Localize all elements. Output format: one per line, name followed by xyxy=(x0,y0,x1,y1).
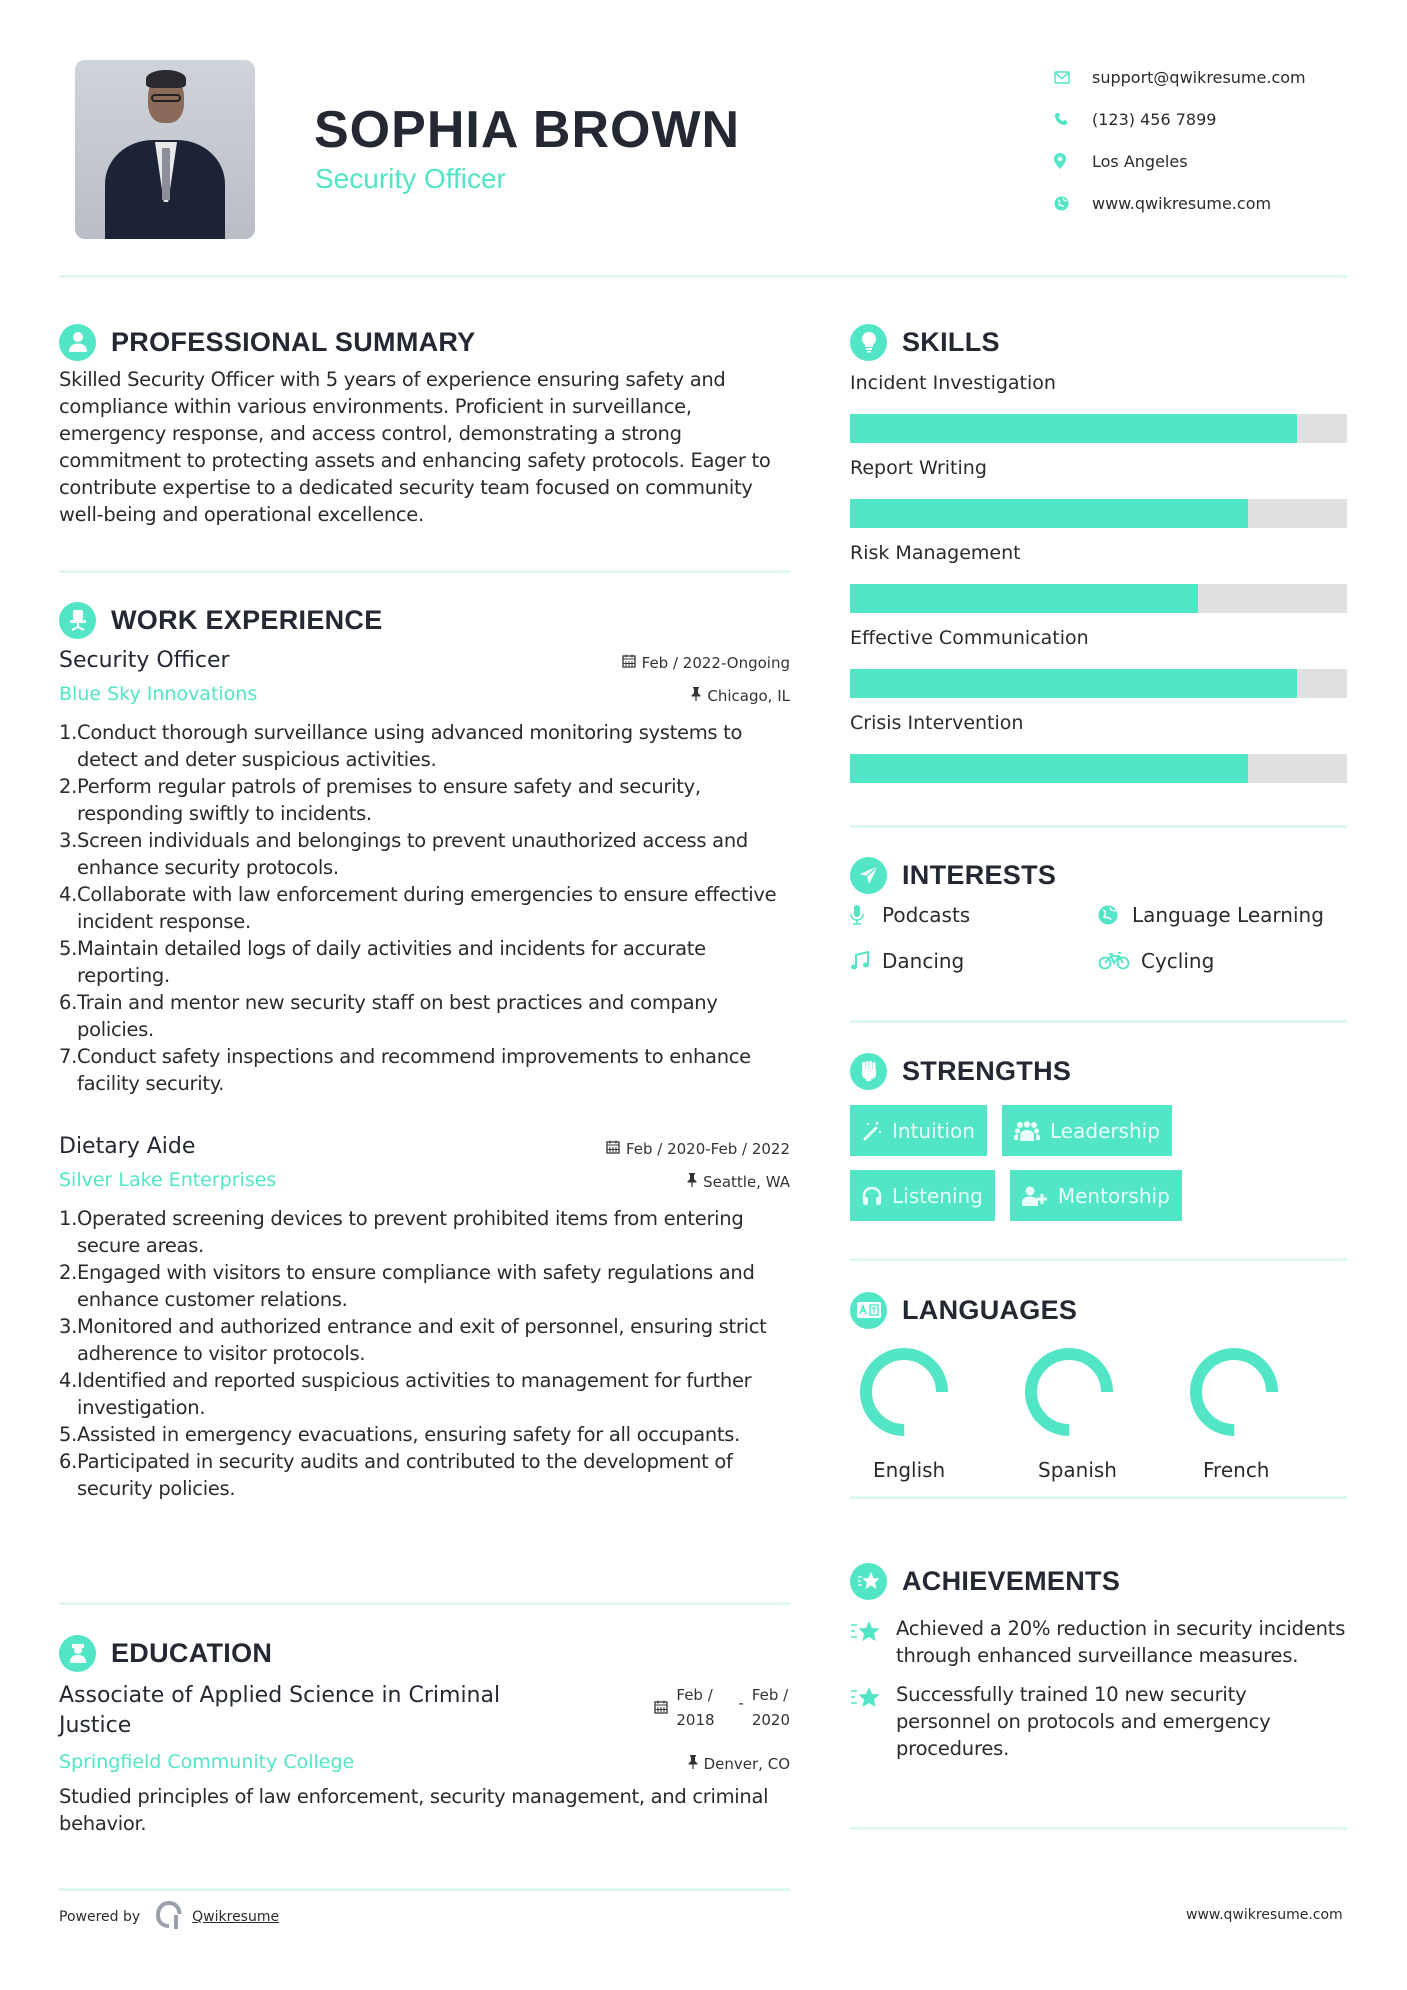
website-text: www.qwikresume.com xyxy=(1092,193,1272,213)
language-progress-ring xyxy=(858,1346,950,1438)
interest-label: Cycling xyxy=(1141,949,1215,973)
pushpin-icon xyxy=(687,1173,697,1191)
school-name: Springfield Community College xyxy=(59,1751,355,1773)
achievement-item xyxy=(850,1681,1347,1762)
skill-item xyxy=(850,457,1347,528)
lightbulb-icon xyxy=(850,324,887,361)
section-divider xyxy=(850,825,1347,828)
achievement-text: Achieved a 20% reduction in security incidents through enhanced surveillance measures. xyxy=(896,1617,1346,1667)
section-divider xyxy=(59,570,790,573)
language-item xyxy=(850,1346,1015,1482)
contact-list xyxy=(1054,56,1384,224)
envelope-icon xyxy=(1054,71,1092,84)
candidate-title: Security Officer xyxy=(315,163,506,194)
section-divider xyxy=(850,1496,1347,1499)
interest-label: Dancing xyxy=(882,949,965,973)
list-item: 1. Operated screening devices to prevent prohibited items from entering secure areas. xyxy=(59,1207,744,1257)
skill-label: Effective Communication xyxy=(850,627,1089,649)
skill-label: Report Writing xyxy=(850,457,987,479)
section-title: SKILLS xyxy=(902,326,1000,357)
list-item: 6. Participated in security audits and contributed to the development of security policies. xyxy=(59,1450,733,1500)
school-location: Denver, CO xyxy=(703,1755,790,1773)
company-name: Blue Sky Innovations xyxy=(59,683,258,705)
strength-chip xyxy=(1010,1170,1182,1221)
skill-bar-fill xyxy=(850,669,1297,698)
globe-icon xyxy=(1098,905,1132,925)
list-item: 6. Train and mentor new security staff on best practices and company policies. xyxy=(59,991,718,1041)
job-dates: Feb / 2020-Feb / 2022 xyxy=(625,1140,790,1158)
job-entry xyxy=(59,1134,790,1502)
globe-icon xyxy=(1054,196,1092,211)
skill-bar-fill xyxy=(850,754,1248,783)
interest-item xyxy=(850,899,1098,931)
list-item: 4. Identified and reported suspicious activities to management for further investigation. xyxy=(59,1369,752,1419)
achievements-section xyxy=(850,1561,1347,1762)
section-title: STRENGTHS xyxy=(902,1055,1072,1086)
degree-title: Associate of Applied Science in Criminal Justice xyxy=(59,1683,501,1738)
list-item: 2. Engaged with visitors to ensure compliance with safety regulations and enhance customer relations. xyxy=(59,1261,755,1311)
profile-photo xyxy=(75,60,255,239)
skill-bar xyxy=(850,754,1347,783)
powered-by-label: Powered by xyxy=(59,1909,141,1925)
music-note-icon xyxy=(850,951,882,971)
list-item: 4. Collaborate with law enforcement during emergencies to ensure effective incident response. xyxy=(59,883,777,933)
list-item: 3. Monitored and authorized entrance and exit of personnel, ensuring strict adherence to visitor protocols. xyxy=(59,1315,767,1365)
section-divider xyxy=(850,1827,1347,1830)
section-divider xyxy=(59,1602,790,1605)
magic-wand-icon xyxy=(862,1121,882,1141)
interests-section xyxy=(850,855,1347,977)
job-location: Seattle, WA xyxy=(703,1173,790,1191)
skill-bar xyxy=(850,584,1347,613)
professional-summary-section xyxy=(59,322,790,528)
footer-divider xyxy=(59,1888,790,1891)
paper-plane-icon xyxy=(850,857,887,894)
graduate-icon xyxy=(59,1635,96,1672)
skill-item xyxy=(850,372,1347,443)
language-item xyxy=(1180,1346,1345,1482)
skill-bar-fill xyxy=(850,584,1198,613)
job-dates: Feb / 2022-Ongoing xyxy=(641,654,790,672)
pushpin-icon xyxy=(688,1755,698,1773)
pushpin-icon xyxy=(691,687,701,705)
translate-icon xyxy=(850,1292,887,1329)
interest-item xyxy=(1098,899,1347,931)
list-item: 7. Conduct safety inspections and recommend improvements to enhance facility security. xyxy=(59,1045,751,1095)
interest-label: Language Learning xyxy=(1132,903,1324,927)
contact-website[interactable] xyxy=(1054,182,1384,224)
language-label: French xyxy=(1203,1458,1270,1482)
strengths-list xyxy=(850,1105,1270,1221)
strength-label: Listening xyxy=(892,1183,983,1208)
skill-item xyxy=(850,542,1347,613)
skills-section xyxy=(850,322,1347,797)
strength-label: Intuition xyxy=(892,1118,975,1143)
star-icon xyxy=(850,1681,896,1762)
users-icon xyxy=(1014,1121,1040,1141)
calendar-icon xyxy=(654,1697,668,1722)
star-badge-icon xyxy=(850,1563,887,1600)
footer-website-link[interactable]: www.qwikresume.com xyxy=(1186,1907,1343,1923)
language-label: English xyxy=(873,1458,946,1482)
map-pin-icon xyxy=(1054,153,1092,169)
office-chair-icon xyxy=(59,602,96,639)
powered-by xyxy=(59,1900,279,1934)
phone-text: (123) 456 7899 xyxy=(1092,109,1217,129)
microphone-icon xyxy=(850,905,882,925)
duties-list xyxy=(59,719,790,1097)
education-start-date: Feb / 2018 xyxy=(676,1686,715,1729)
skill-label: Incident Investigation xyxy=(850,372,1056,394)
duties-list xyxy=(59,1205,790,1502)
skill-bar xyxy=(850,414,1347,443)
skill-bar-fill xyxy=(850,414,1297,443)
achievement-text: Successfully trained 10 new security personnel on protocols and emergency procedures. xyxy=(896,1683,1271,1760)
strength-label: Leadership xyxy=(1049,1118,1160,1143)
date-separator: - xyxy=(738,1694,744,1712)
interests-list xyxy=(850,899,1347,977)
strengths-section xyxy=(850,1051,1347,1221)
section-divider xyxy=(850,1258,1347,1261)
languages-list xyxy=(850,1346,1347,1482)
star-icon xyxy=(850,1615,896,1669)
interest-label: Podcasts xyxy=(882,903,971,927)
job-title: Dietary Aide xyxy=(59,1134,196,1159)
skill-label: Crisis Intervention xyxy=(850,712,1024,734)
email-text: support@qwikresume.com xyxy=(1092,67,1306,87)
headphones-icon xyxy=(862,1186,882,1206)
fist-icon xyxy=(850,1053,887,1090)
job-title: Security Officer xyxy=(59,648,230,673)
language-progress-ring xyxy=(1023,1346,1115,1438)
user-icon xyxy=(59,324,96,361)
language-item xyxy=(1015,1346,1180,1482)
section-title: LANGUAGES xyxy=(902,1294,1078,1325)
list-item: 5. Assisted in emergency evacuations, ensuring safety for all occupants. xyxy=(59,1423,741,1446)
bicycle-icon xyxy=(1098,952,1141,970)
location-text: Los Angeles xyxy=(1092,151,1188,171)
job-entry xyxy=(59,648,790,1097)
section-title: ACHIEVEMENTS xyxy=(902,1565,1121,1596)
skill-label: Risk Management xyxy=(850,542,1021,564)
education-end-date: Feb / 2020 xyxy=(751,1686,790,1729)
qwikresume-link[interactable]: Qwikresume xyxy=(192,1909,280,1925)
language-label: Spanish xyxy=(1038,1458,1117,1482)
candidate-name: SOPHIA BROWN xyxy=(314,101,741,159)
skill-item xyxy=(850,627,1347,698)
languages-section xyxy=(850,1290,1347,1482)
education-section xyxy=(59,1633,790,1837)
list-item: 5. Maintain detailed logs of daily activities and incidents for accurate reporting. xyxy=(59,937,706,987)
job-location: Chicago, IL xyxy=(707,687,790,705)
language-progress-ring xyxy=(1188,1346,1280,1438)
skill-bar xyxy=(850,499,1347,528)
skills-list xyxy=(850,372,1347,783)
section-title: INTERESTS xyxy=(902,859,1057,890)
user-plus-icon xyxy=(1022,1186,1048,1206)
interest-item xyxy=(1098,945,1347,977)
skill-bar-fill xyxy=(850,499,1248,528)
header-divider xyxy=(59,275,1347,278)
achievement-item xyxy=(850,1615,1347,1669)
calendar-icon xyxy=(606,1140,620,1158)
education-description: Studied principles of law enforcement, security management, and criminal behavior. xyxy=(59,1785,769,1835)
list-item: 1. Conduct thorough surveillance using advanced monitoring systems to detect and deter suspicious activities. xyxy=(59,721,743,771)
calendar-icon xyxy=(622,654,636,672)
section-title: PROFESSIONAL SUMMARY xyxy=(111,326,476,357)
strength-chip xyxy=(850,1105,987,1156)
section-title: WORK EXPERIENCE xyxy=(111,604,383,635)
skill-bar xyxy=(850,669,1347,698)
interest-item xyxy=(850,945,1098,977)
contact-phone[interactable] xyxy=(1054,98,1384,140)
contact-location xyxy=(1054,140,1384,182)
summary-text: Skilled Security Officer with 5 years of experience ensuring safety and compliance within various environments. Proficient in surveillance, emergency response, and access control, demonstrating a strong commitment to protecting assets and enhancing safety protocols. Eager to contribute expertise to a dedicated security team focused on community well-being and operational excellence. xyxy=(59,368,771,526)
skill-item xyxy=(850,712,1347,783)
work-experience-section xyxy=(59,600,790,1097)
company-name: Silver Lake Enterprises xyxy=(59,1169,277,1191)
qwikresume-logo-icon xyxy=(154,1900,184,1934)
section-divider xyxy=(850,1020,1347,1023)
section-title: EDUCATION xyxy=(111,1637,273,1668)
list-item: 2. Perform regular patrols of premises to ensure safety and security, responding swiftly to incidents. xyxy=(59,775,701,825)
phone-icon xyxy=(1054,112,1092,126)
strength-chip xyxy=(850,1170,995,1221)
strength-label: Mentorship xyxy=(1057,1183,1170,1208)
list-item: 3. Screen individuals and belongings to prevent unauthorized access and enhance security protocols. xyxy=(59,829,748,879)
strength-chip xyxy=(1002,1105,1172,1156)
contact-email[interactable] xyxy=(1054,56,1384,98)
